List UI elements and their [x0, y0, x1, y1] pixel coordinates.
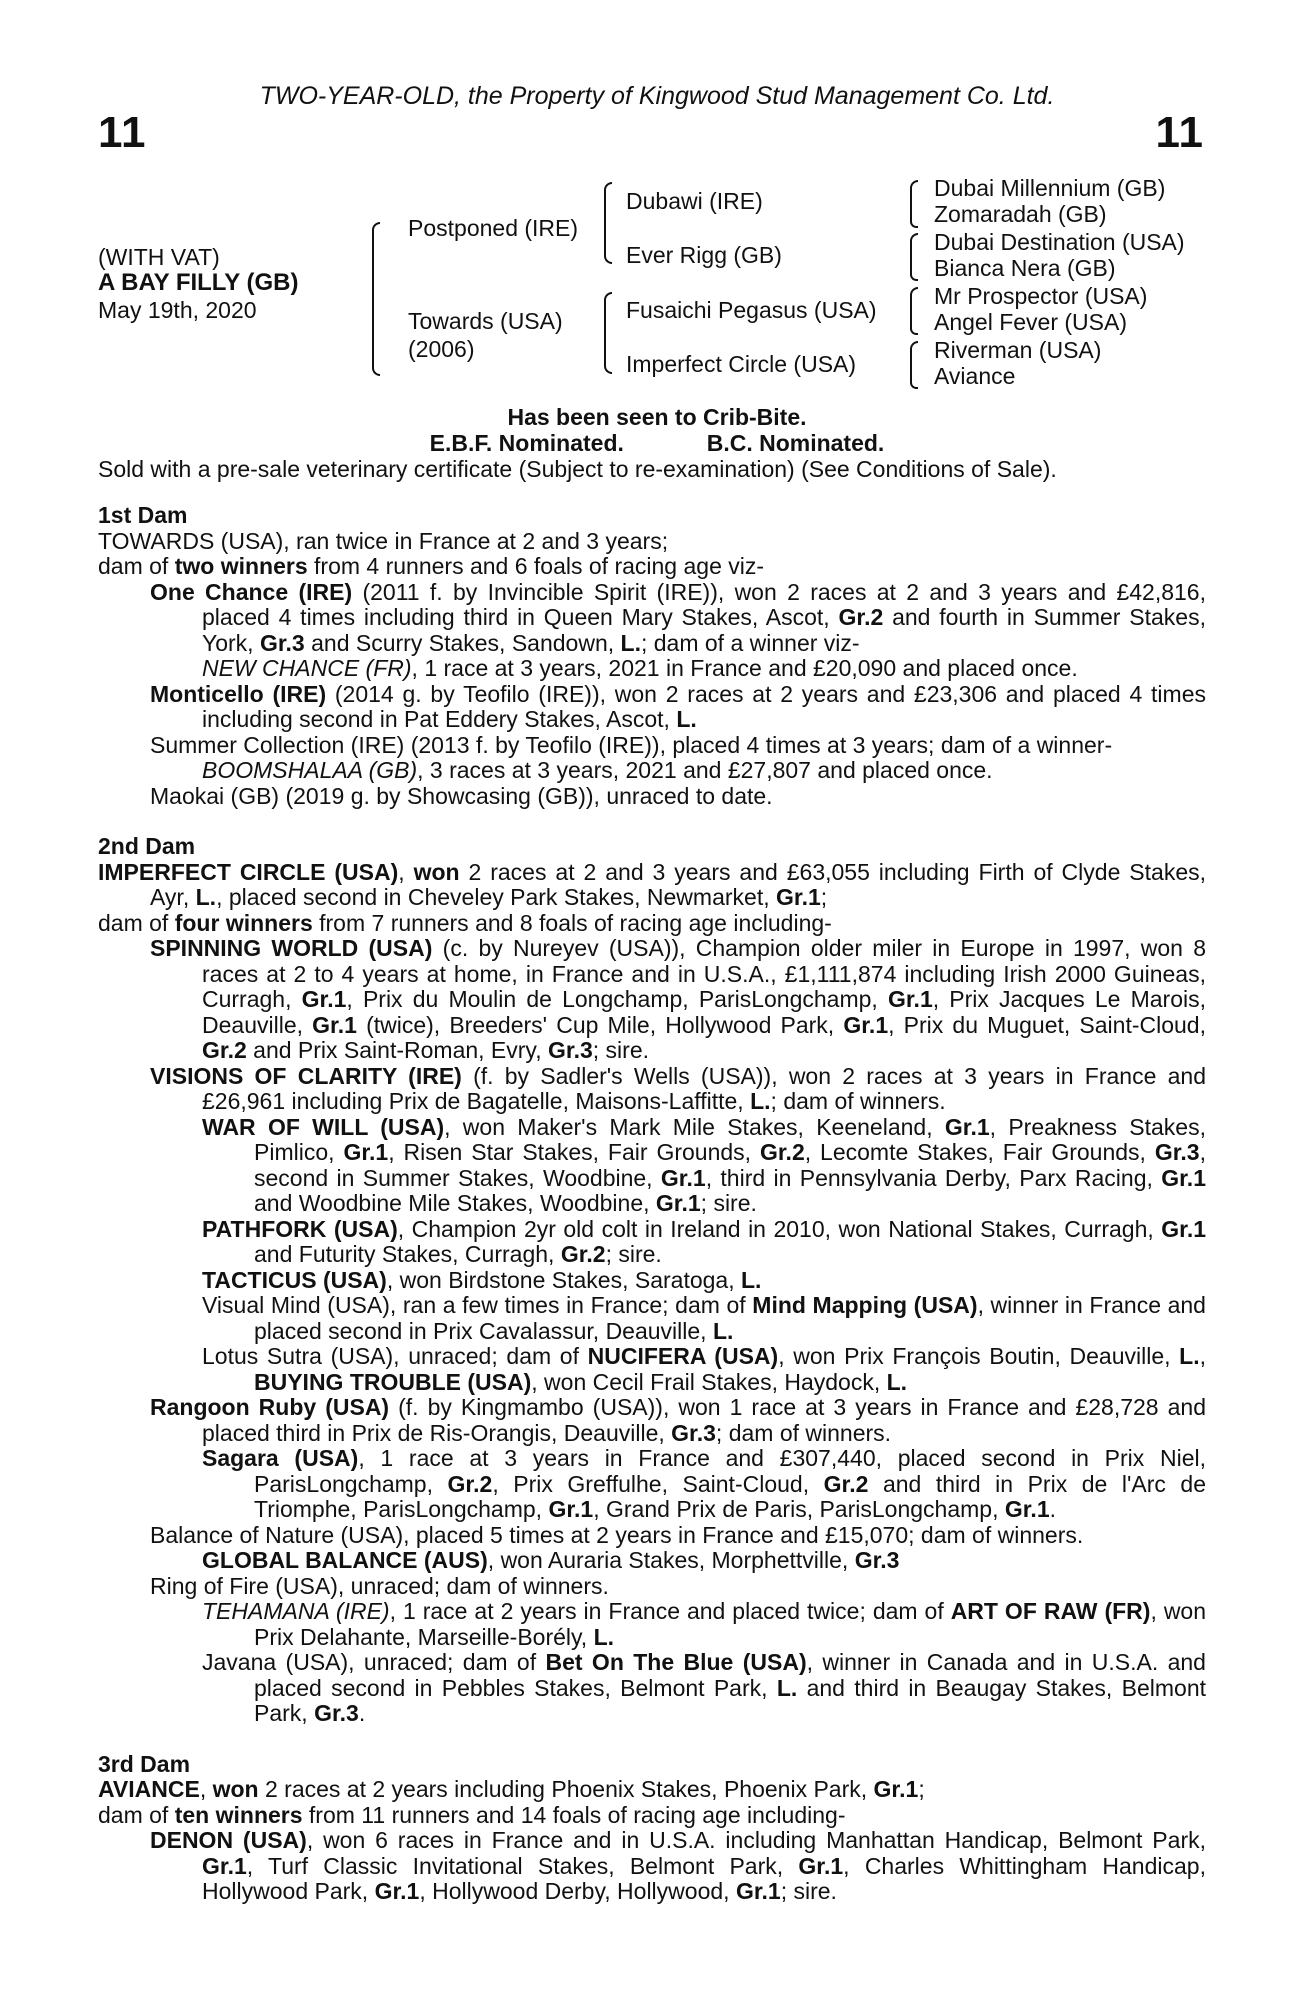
entry-pathfork: PATHFORK (USA), Champion 2yr old colt in Ireland in 2010, won National Stakes, Curragh, Gr.1 and Futurity Stakes, Curragh, Gr.2; sire. — [202, 1215, 1207, 1267]
entry-visions-of-clarity: VISIONS OF CLARITY (IRE) (f. by Sadler's Wells (USA)), won 2 races at 3 years in France and £26,961 including Prix de Bagatelle, Maisons-Laffitte, L.; dam of winners. — [150, 1062, 1206, 1114]
entry-monticello: Monticello (IRE) (2014 g. by Teofilo (IRE)), won 2 races at 2 years and £23,306 and placed 4 times including second in Pat Eddery Stakes, Ascot, L. — [150, 680, 1206, 732]
pedigree-brace-2a — [604, 182, 612, 264]
lot-number-right: 11 — [1155, 108, 1204, 157]
entry-global-balance: GLOBAL BALANCE (AUS), won Auraria Stakes, Morphettville, Gr.3 — [202, 1547, 900, 1573]
third-dam-heading: 3rd Dam — [98, 1750, 191, 1777]
second-dam-intro: IMPERFECT CIRCLE (USA), won 2 races at 2 and 3 years and £63,055 including Firth of Clyde Stakes, Ayr, L., placed second in Cheveley Park Stakes, Newmarket, Gr.1; — [98, 858, 1206, 910]
entry-summer-collection: Summer Collection (IRE) (2013 f. by Teofilo (IRE)), placed 4 times at 3 years; dam of a winner- — [150, 731, 1113, 758]
entry-new-chance: NEW CHANCE (FR), 1 race at 3 years, 2021 in France and £20,090 and placed once. — [202, 655, 1078, 681]
dam-dam: Imperfect Circle (USA) — [626, 351, 857, 377]
dam-name: Towards (USA) — [408, 308, 563, 334]
dd-dam: Aviance — [934, 363, 1016, 389]
dam-year: (2006) — [408, 336, 475, 362]
sire-dam: Ever Rigg (GB) — [626, 242, 782, 268]
pedigree-brace-1 — [372, 222, 380, 376]
entry-ring-of-fire: Ring of Fire (USA), unraced; dam of winners. — [150, 1572, 609, 1599]
entry-tehamana: TEHAMANA (IRE), 1 race at 2 years in France and placed twice; dam of ART OF RAW (FR), won Prix Delahante, Marseille-Borély, L. — [202, 1598, 1207, 1650]
entry-lotus-sutra: Lotus Sutra (USA), unraced; dam of NUCIFERA (USA), won Prix François Boutin, Deauville, L., BUYING TROUBLE (USA), won Cecil Frail Stakes, Haydock, L. — [202, 1343, 1207, 1395]
nominations — [0, 430, 1314, 456]
ds-sire: Mr Prospector (USA) — [934, 283, 1148, 309]
third-dam-intro: AVIANCE, won 2 races at 2 years including Phoenix Stakes, Phoenix Park, Gr.1; — [98, 1776, 925, 1802]
sd-dam: Bianca Nera (GB) — [934, 255, 1116, 281]
entry-one-chance: One Chance (IRE) (2011 f. by Invincible Spirit (IRE)), won 2 races at 2 and 3 years and £42,816, placed 4 times including third in Queen Mary Stakes, Ascot, Gr.2 and fourth in Summer Stakes, York, Gr.3 and Scurry Stakes, Sandown, L.; dam of a winner viz- — [150, 578, 1206, 656]
first-dam-heading: 1st Dam — [98, 502, 188, 528]
bc-note: B.C. Nominated. — [706, 430, 885, 456]
second-dam-produce: dam of four winners from 7 runners and 8 foals of racing age including- — [98, 909, 832, 936]
entry-visual-mind: Visual Mind (USA), ran a few times in France; dam of Mind Mapping (USA), winner in France and placed second in Prix Cavalassur, Deauville, L. — [202, 1292, 1206, 1344]
pedigree-brace-3b — [910, 233, 918, 281]
second-dam-heading: 2nd Dam — [98, 833, 196, 859]
sale-notes — [0, 404, 1314, 482]
sd-sire: Dubai Destination (USA) — [934, 229, 1185, 255]
entry-balance-of-nature: Balance of Nature (USA), placed 5 times at 2 years in France and £15,070; dam of winners. — [150, 1521, 1084, 1548]
ss-sire: Dubai Millennium (GB) — [934, 175, 1166, 201]
entry-rangoon-ruby: Rangoon Ruby (USA) (f. by Kingmambo (USA)), won 1 race at 3 years in France and £28,728 and placed third in Prix de Ris-Orangis, Deauville, Gr.3; dam of winners. — [150, 1394, 1206, 1446]
vat-label: (WITH VAT) — [98, 244, 220, 270]
entry-boomshalaa: BOOMSHALAA (GB), 3 races at 3 years, 2021 and £27,807 and placed once. — [202, 757, 993, 783]
first-dam-intro: TOWARDS (USA), ran twice in France at 2 and 3 years; — [98, 527, 669, 554]
sire-name: Postponed (IRE) — [408, 215, 579, 241]
crib-bite-note: Has been seen to Crib-Bite. — [507, 404, 807, 430]
entry-maokai: Maokai (GB) (2019 g. by Showcasing (GB)), unraced to date. — [150, 782, 773, 809]
horse-name: A BAY FILLY (GB) — [98, 269, 299, 296]
entry-tacticus: TACTICUS (USA), won Birdstone Stakes, Saratoga, L. — [202, 1266, 762, 1293]
entry-sagara: Sagara (USA), 1 race at 3 years in France and £307,440, placed second in Prix Niel, ParisLongchamp, Gr.2, Prix Greffulhe, Saint-Cloud, Gr.2 and third in Prix de l'Arc de Triomphe, ParisLongchamp, Gr.1, Grand Prix de Paris, ParisLongchamp, Gr.1. — [202, 1445, 1207, 1522]
dam-sire: Fusaichi Pegasus (USA) — [626, 297, 877, 323]
ss-dam: Zomaradah (GB) — [934, 201, 1107, 227]
dd-sire: Riverman (USA) — [934, 337, 1102, 363]
lot-number-left: 11 — [98, 108, 147, 157]
catalogue-body — [98, 503, 1206, 1905]
entry-denon: DENON (USA), won 6 races in France and in U.S.A. including Manhattan Handicap, Belmont Park, Gr.1, Turf Classic Invitational Stakes, Belmont Park, Gr.1, Charles Whittingham Handicap, Hollywood Park, Gr.1, Hollywood Derby, Hollywood, Gr.1; sire. — [150, 1827, 1206, 1904]
first-dam-produce: dam of two winners from 4 runners and 6 foals of racing age viz- — [98, 553, 765, 579]
pedigree-brace-3d — [910, 341, 918, 389]
vet-note: Sold with a pre-sale veterinary certificate (Subject to re-examination) (See Conditions of Sale). — [98, 456, 1057, 482]
entry-war-of-will: WAR OF WILL (USA), won Maker's Mark Mile Stakes, Keeneland, Gr.1, Preakness Stakes, Pimlico, Gr.1, Risen Star Stakes, Fair Grounds, Gr.2, Lecomte Stakes, Fair Grounds, Gr.3, second in Summer Stakes, Woodbine, Gr.1, third in Pennsylvania Derby, Parx Racing, Gr.1 and Woodbine Mile Stakes, Woodbine, Gr.1; sire. — [202, 1113, 1206, 1216]
third-dam-produce: dam of ten winners from 11 runners and 14 foals of racing age including- — [98, 1801, 846, 1828]
entry-javana: Javana (USA), unraced; dam of Bet On The Blue (USA), winner in Canada and in U.S.A. and placed second in Pebbles Stakes, Belmont Park, L. and third in Beaugay Stakes, Belmont Park, Gr.3. — [202, 1649, 1206, 1726]
ds-dam: Angel Fever (USA) — [934, 309, 1128, 335]
pedigree-brace-2b — [604, 292, 612, 374]
foaling-date: May 19th, 2020 — [98, 297, 257, 323]
page-header: TWO-YEAR-OLD, the Property of Kingwood Stud Management Co. Ltd. — [259, 82, 1055, 110]
ebf-note: E.B.F. Nominated. — [429, 430, 624, 456]
pedigree-brace-3c — [910, 287, 918, 335]
pedigree-brace-3a — [910, 180, 918, 228]
sire-sire: Dubawi (IRE) — [626, 188, 763, 214]
entry-spinning-world: SPINNING WORLD (USA) (c. by Nureyev (USA)), Champion older miler in Europe in 1997, won 8 races at 2 to 4 years at home, in France and in U.S.A., £1,111,874 including Irish 2000 Guineas, Curragh, Gr.1, Prix du Moulin de Longchamp, ParisLongchamp, Gr.1, Prix Jacques Le Marois, Deauville, Gr.1 (twice), Breeders' Cup Mile, Hollywood Park, Gr.1, Prix du Muguet, Saint-Cloud, Gr.2 and Prix Saint-Roman, Evry, Gr.3; sire. — [150, 935, 1207, 1063]
